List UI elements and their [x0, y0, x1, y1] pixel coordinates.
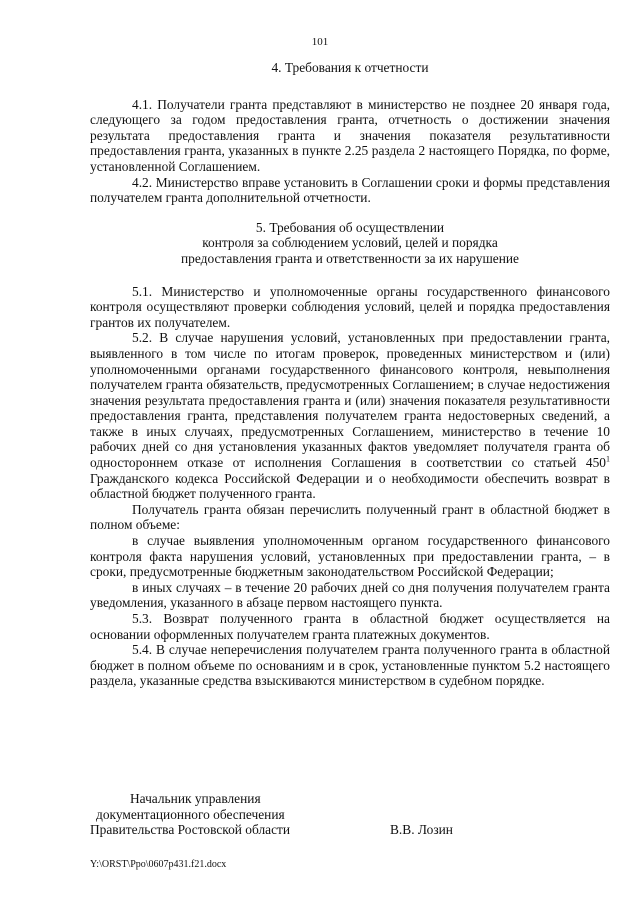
paragraph-case-1: в случае выявления уполномоченным органом государственного финансового контроля факта нарушения условий, установленных при предоставлении гранта, – в сроки, предусмотренные бюджетным законодательством Российской Федерации;	[90, 533, 610, 580]
document-body	[90, 60, 610, 689]
paragraph-case-2: в иных случаях – в течение 20 рабочих дней со дня получения получателем гранта уведомления, указанного в абзаце первом настоящего пункта.	[90, 579, 610, 611]
file-path-footer: Y:\ORST\Ppo\0607p431.f21.docx	[90, 859, 227, 870]
signature-position-line-2: документационного обеспечения	[96, 806, 285, 822]
section-4-title: 4. Требования к отчетности	[271, 60, 429, 75]
paragraph-5-1: 5.1. Министерство и уполномоченные органы государственного финансового контроля осуществляют проверки соблюдения условий, целей и порядка предоставления грантов их получателем.	[90, 283, 610, 330]
signature-organization: Правительства Ростовской области	[90, 822, 291, 838]
section-5-title	[90, 220, 610, 267]
signature-position-line-1: Начальник управления	[130, 791, 261, 806]
section-5-title-line-3: предоставления гранта и ответственности за их нарушение	[181, 250, 519, 266]
paragraph-5-4: 5.4. В случае неперечисления получателем гранта полученного гранта в областной бюджет в полном объеме по основаниям и в срок, установленные пунктом 5.2 настоящего раздела, указанные средства взыскиваются министерством в судебном порядке.	[90, 642, 610, 689]
paragraph-5-3: 5.3. Возврат полученного гранта в областной бюджет осуществляется на основании оформленных получателем гранта платежных документов.	[90, 611, 610, 642]
section-5-title-line-1: 5. Требования об осуществлении	[255, 219, 445, 235]
paragraph-5-2	[90, 330, 610, 502]
signatory-name: В.В. Лозин	[390, 822, 453, 838]
page-number: 101	[311, 36, 329, 48]
section-5-title-line-2: контроля за соблюдением условий, целей и порядка	[202, 235, 498, 251]
signature-block	[90, 791, 610, 838]
article-superscript: 1	[606, 454, 610, 464]
paragraph-4-1: 4.1. Получатели гранта представляют в министерство не позднее 20 января года, следующего за годом предоставления гранта, отчетность о достижении значения результата предоставления гранта и значения показателя результативности предоставления гранта, указанных в пункте 2.25 раздела 2 настоящего Порядка, по форме, установленной Соглашением.	[90, 96, 610, 174]
paragraph-5-2-text: 5.2. В случае нарушения условий, установленных при предоставлении гранта, выявленного в том числе по итогам проверок, проведенных министерством и (или) уполномоченными органами государственного финансового контроля, невыполнения получателем гранта обязательств, предусмотренных Соглашением; в случае недостижения значения результата предоставления гранта и (или) значения показателя результативности предоставления гранта, представления получателем гранта недостоверных сведений, а также в иных случаях, предусмотренных Соглашением, министерство в течение 10 рабочих дней со дня установления указанных фактов уведомляет получателя гранта об одностороннем отказе от исполнения Соглашения в соответствии со статьей 450	[90, 330, 610, 471]
paragraph-4-2: 4.2. Министерство вправе установить в Соглашении сроки и формы представления получателем гранта дополнительной отчетности.	[90, 174, 610, 206]
paragraph-obligation: Получатель гранта обязан перечислить полученный грант в областной бюджет в полном объеме:	[90, 501, 610, 533]
signature-position-line-3	[90, 822, 610, 838]
paragraph-5-2-text-end: Гражданского кодекса Российской Федерации и о необходимости обеспечить возврат в областной бюджет полученного гранта.	[90, 470, 610, 502]
